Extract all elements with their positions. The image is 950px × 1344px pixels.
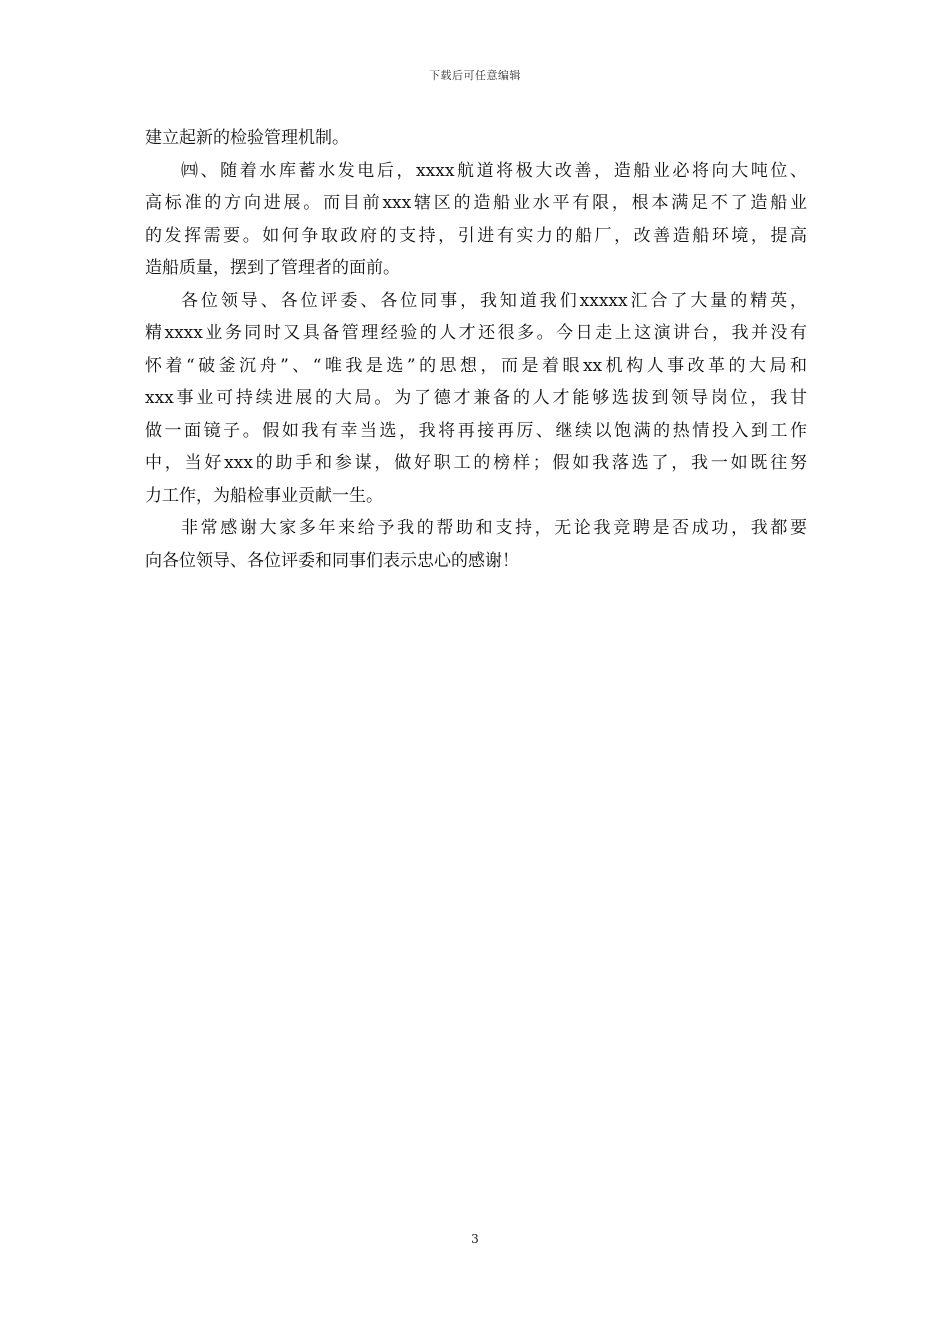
document-body xyxy=(145,122,807,577)
text-line: 精xxxx业务同时又具备管理经验的人才还很多。今日走上这演讲台，我并没有 xyxy=(145,323,807,343)
text-line: ㈣、随着水库蓄水发电后，xxxx航道将极大改善，造船业必将向大吨位、 xyxy=(181,160,807,181)
text-line: 建立起新的检验管理机制。 xyxy=(145,128,349,148)
text-line: xxx事业可持续进展的大局。为了德才兼备的人才能够选拔到领导岗位，我甘 xyxy=(145,388,807,408)
text-line: 各位领导、各位评委、各位同事，我知道我们xxxxx汇合了大量的精英， xyxy=(181,290,807,311)
text-line: 做一面镜子。假如我有幸当选，我将再接再厉、继续以饱满的热情投入到工作 xyxy=(145,420,807,441)
text-line: 造船质量，摆到了管理者的面前。 xyxy=(145,258,400,278)
page-number: 3 xyxy=(471,1232,479,1246)
text-line: 中，当好xxx的助手和参谋，做好职工的榜样；假如我落选了，我一如既往努 xyxy=(145,453,807,473)
text-line: 的发挥需要。如何争取政府的支持，引进有实力的船厂，改善造船环境，提高 xyxy=(145,225,807,246)
text-line: 力工作，为船检事业贡献一生。 xyxy=(145,485,383,506)
text-line: 非常感谢大家多年来给予我的帮助和支持，无论我竞聘是否成功，我都要 xyxy=(181,518,807,538)
text-line: 向各位领导、各位评委和同事们表示忠心的感谢！ xyxy=(145,550,519,571)
page-header: 下载后可任意编辑 xyxy=(429,69,521,82)
text-line: 怀着“破釜沉舟”、“唯我是选”的思想，而是着眼xx机构人事改革的大局和 xyxy=(145,355,807,376)
text-line: 高标准的方向进展。而目前xxx辖区的造船业水平有限，根本满足不了造船业 xyxy=(145,193,807,213)
